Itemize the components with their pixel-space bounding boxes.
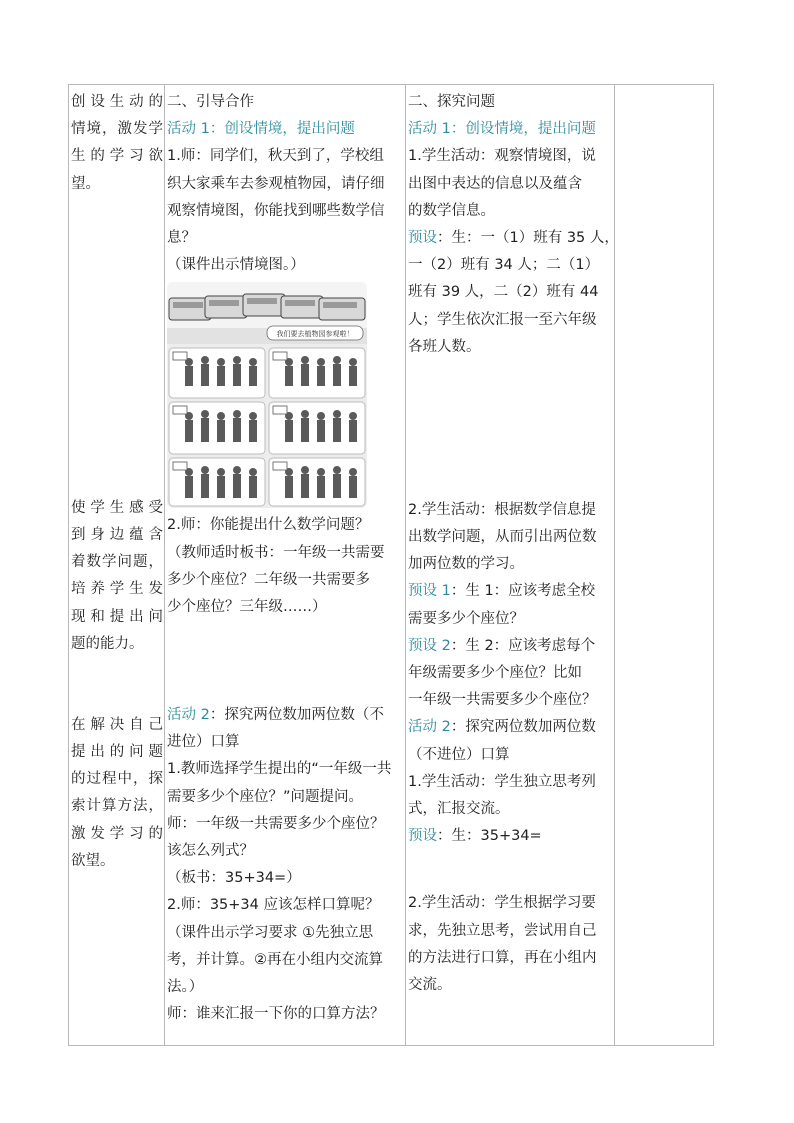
preset-2-line: 预设 2：生 2：应该考虑每个 — [408, 637, 596, 654]
student-heading: 二、探究问题 — [408, 94, 495, 110]
student-activity-2-text: ：探究两位数加两位数 — [450, 719, 596, 736]
activity-2-text: ：探究两位数加两位数（不 — [209, 707, 384, 724]
preset-3-line: 预设：生：35+34= — [408, 828, 542, 845]
intent-block-3: 在解决自己 提出的问题 的过程中，探 索计算方法， 激发学习的 欲望。 — [71, 716, 163, 869]
teacher-activity-1: 活动 1：创设情境，提出问题 — [167, 121, 355, 138]
speech-bubble-text: 我们要去植物园参观啦！ — [276, 330, 354, 339]
preset-line: 预设：生：一（1）班有 35 人， — [408, 229, 619, 246]
lesson-table — [68, 84, 714, 1046]
intent-block-2: 使学生感受 到身边蕴含 着数学问题， 培养学生发 现和提出问 题的能力。 — [71, 499, 163, 652]
student-column: 二、探究问题 活动 1：创设情境，提出问题 1.学生活动：观察情境图，说 出图中表达的信息以及蕴含 的数学信息。 预设：生：一（1）班有 35 人， 一（2）班有 34 人；二（1） 班有 39 人，二（2）班有 44 人；学生依次汇报一至六年级 各班人数。 2.学生活动：根据数学信息提 出数学问题，从而引出两位数 加两位数的学习。 预设 1：生 1：应该考虑全校 需要多少个座位？ 预设 2：生 2：应该考虑每个 年级需要多少个座位？比如 一年级一共需要多少个座位？ 活动 2：探究两位数加两位数 （不进位）口算 1.学生活动：学生独立思考列 式，汇报交流。 预设：生：35+34= 2.学生活动：学生根据学习要 求，先独立思考，尝试用自己 的方法进行口算，再在小组内 交流。 — [408, 89, 614, 999]
column-divider — [164, 85, 165, 1045]
intent-column — [71, 89, 163, 875]
scene-illustration-svg — [167, 282, 367, 508]
scene-illustration — [167, 282, 367, 508]
preset-1-line: 预设 1：生 1：应该考虑全校 — [408, 583, 596, 600]
teacher-column: 二、引导合作 活动 1：创设情境，提出问题 1.师：同学们，秋天到了，学校组 织大家乘车去参观植物园，请仔细 观察情境图，你能找到哪些数学信 息？ （课件出示情境图。） 我们要去植物园参观啦！ 2.师：你能提出什么数学问题？ （教师适时板书：一年级一共需要 多少个座位？二年级一共需要多 少个座位？三年级……） 活动 2：探究两位数加两位数（不 进位）口算 1.教师选择学生提出的“一年级一共 需要多少个座位？”问题提问。 师：一年级一共需要多少个座位？ 该怎么列式？ （板书：35+34=） 2.师：35+34 应该怎样口算呢？ （课件出示学习要求 ①先独立思 考，并计算。②再在小组内交流算 法。） 师：谁来汇报一下你的口算方法？ — [167, 89, 403, 1028]
teacher-heading: 二、引导合作 — [167, 94, 254, 110]
column-divider — [405, 85, 406, 1045]
student-activity-1: 活动 1：创设情境，提出问题 — [408, 121, 596, 138]
teacher-activity-2: 活动 2：探究两位数加两位数（不 — [167, 707, 384, 724]
intent-block-1: 创设生动的 情境，激发学 生的学习欲 望。 — [71, 94, 163, 192]
student-activity-2: 活动 2：探究两位数加两位数 — [408, 719, 596, 736]
